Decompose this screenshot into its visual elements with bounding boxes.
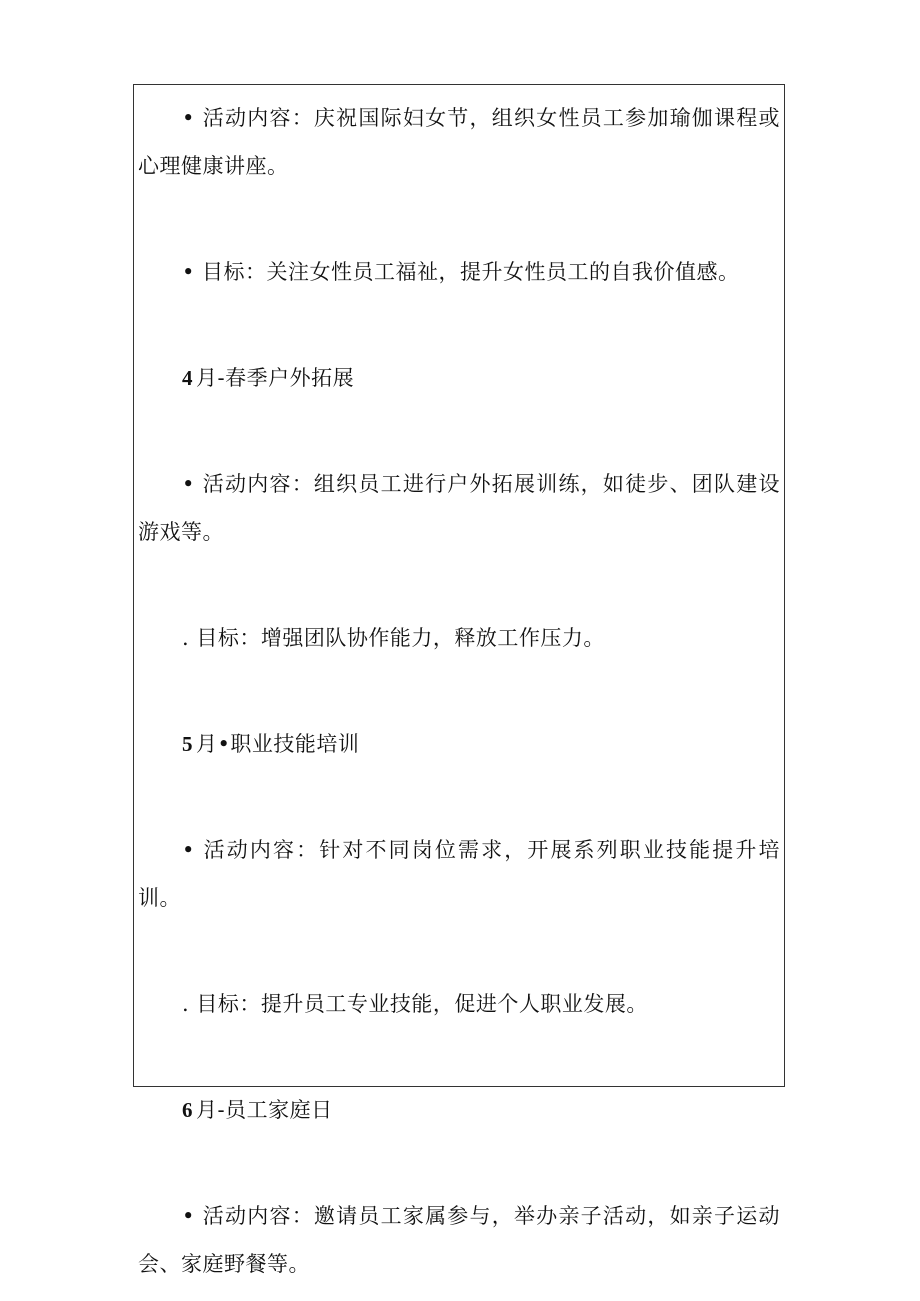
paragraph-activity-content: • 活动内容：庆祝国际妇女节，组织女性员工参加瑜伽课程或心理健康讲座。 xyxy=(138,106,780,178)
paragraph-activity-content: • 活动内容：组织员工进行户外拓展训练，如徒步、团队建设游戏等。 xyxy=(138,472,780,544)
month-heading-text: 月-员工家庭日 xyxy=(196,1098,333,1122)
month-number: 6 xyxy=(182,1098,193,1122)
paragraph-goal: • 目标：关注女性员工福祉，提升女性员工的自我价值感。 xyxy=(182,260,740,284)
paragraph-goal: . 目标：提升员工专业技能，促进个人职业发展。 xyxy=(182,992,648,1016)
month-heading-text: 月-春季户外拓展 xyxy=(196,366,355,390)
document-frame xyxy=(133,84,785,1276)
paragraph-activity-content: • 活动内容：邀请员工家属参与，举办亲子活动，如亲子运动会、家庭野餐等。 xyxy=(138,1204,780,1276)
month-heading xyxy=(138,1086,780,1134)
month-number: 4 xyxy=(182,366,193,390)
month-heading xyxy=(138,720,780,768)
month-heading xyxy=(138,354,780,402)
paragraph-activity-content: • 活动内容：针对不同岗位需求，开展系列职业技能提升培训。 xyxy=(138,838,780,910)
document-body xyxy=(138,85,780,1288)
paragraph-goal: . 目标：增强团队协作能力，释放工作压力。 xyxy=(182,626,605,650)
month-number: 5 xyxy=(182,732,193,756)
month-heading-text: 月•职业技能培训 xyxy=(196,732,360,756)
